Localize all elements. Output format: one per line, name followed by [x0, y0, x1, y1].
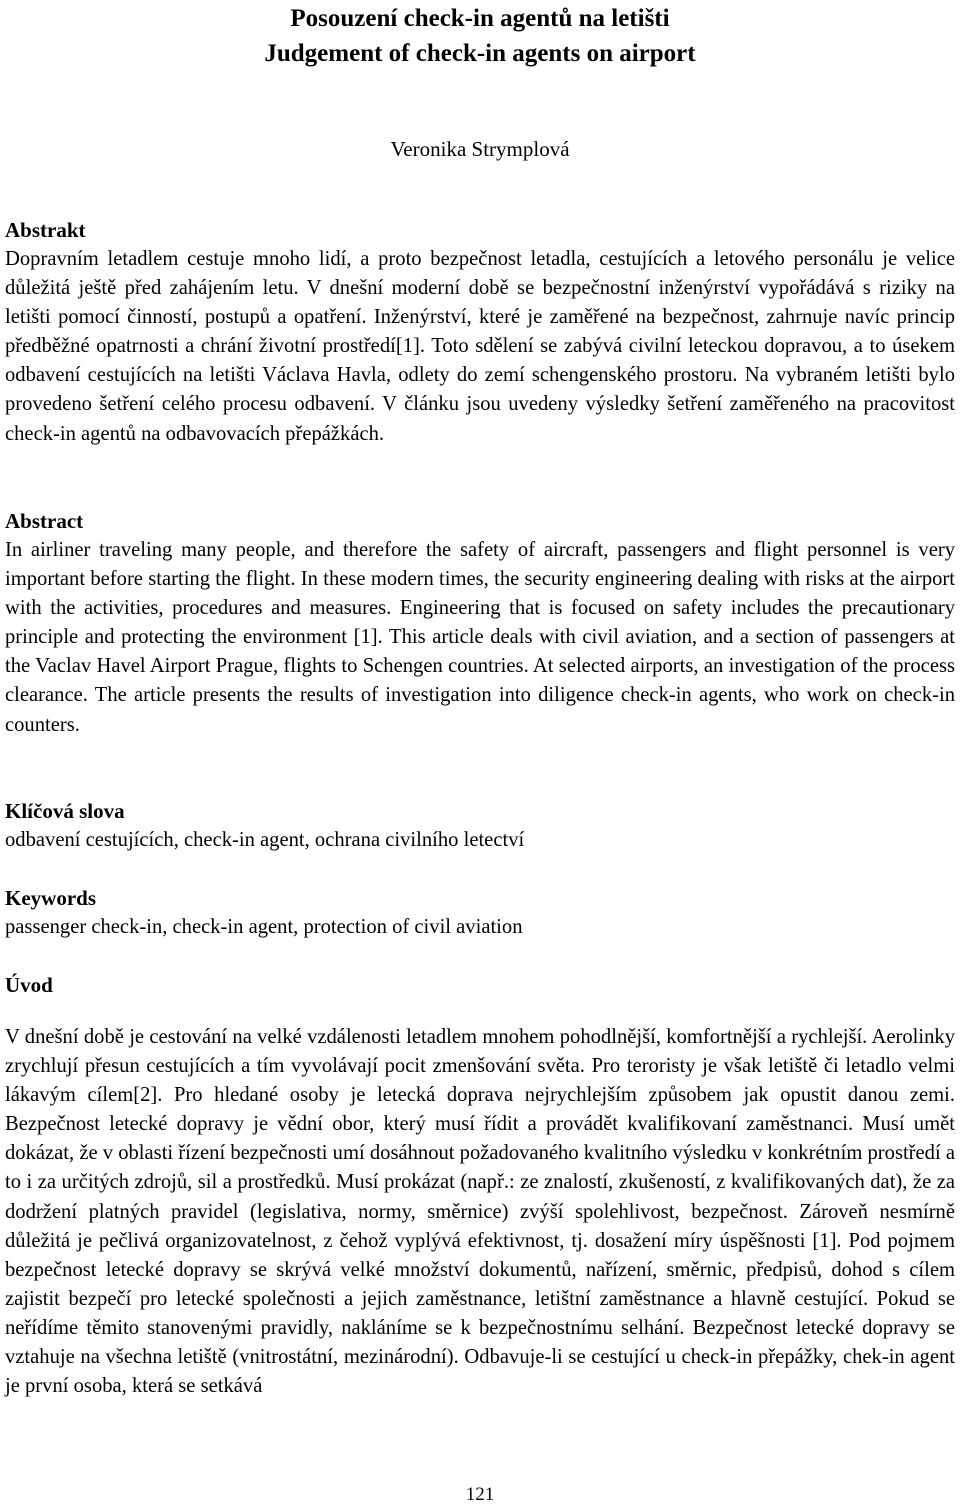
keywords-section — [5, 884, 955, 942]
page-number: 121 — [465, 1484, 495, 1505]
abstract-section — [5, 507, 955, 740]
abstract-text: In airliner traveling many people, and therefore the safety of aircraft, passengers and flight personnel is very important before starting the flight. In these modern times, the security engineering dealing with risks at the airport with the activities, procedures and measures. Engineering that is focused on safety includes the precautionary principle and protecting the environment [1]. This article deals with civil aviation, and a section of passengers at the Vaclav Havel Airport Prague, flights to Schengen countries. At selected airports, an investigation of the process clearance. The article presents the results of investigation into diligence check-in agents, who work on check-in counters. — [5, 539, 955, 736]
title-english: Judgement of check-in agents on airport — [264, 40, 696, 67]
abstrakt-text: Dopravním letadlem cestuje mnoho lidí, a proto bezpečnost letadla, cestujících a letového personálu je velice důležitá ještě před zahájením letu. V dnešní moderní době se bezpečnostní inženýrství vypořádává s riziky na letišti pomocí činností, postupů a opatření. Inženýrství, které je zaměřené na bezpečnost, zahrnuje navíc princip předběžné opatrnosti a chrání životní prostředí[1]. Toto sdělení se zabývá civilní leteckou dopravou, a to úsekem odbavení cestujících na letišti Václava Havla, odlety do zemí schengenského prostoru. Na vybraném letišti bylo provedeno šetření celého procesu odbavení. V článku jsou uvedeny výsledky šetření zaměřeného na pracovitost check-in agentů na odbavovacích přepážkách. — [5, 248, 955, 445]
keywords-heading: Keywords — [5, 886, 96, 910]
abstrakt-heading: Abstrakt — [5, 218, 86, 242]
title-czech: Posouzení check-in agentů na letišti — [290, 5, 670, 32]
uvod-text: V dnešní době je cestování na velké vzdálenosti letadlem mnohem pohodlnější, komfortnější a rychlejší. Aerolinky zrychlují přesun cestujících a tím vyvolávají pocit zmenšování světa. Pro teroristy je však letiště či letadlo velmi lákavým cílem[2]. Pro hledané osoby je letecká doprava nejrychlejším způsobem jak opustit danou zemi. Bezpečnost letecké dopravy je vědní obor, který musí řídit a provádět kvalifikovaní zaměstnanci. Musí umět dokázat, že v oblasti řízení bezpečnosti umí dosáhnout požadovaného kvalitního výsledku v konkrétním prostředí a to i za určitých zdrojů, sil a prostředků. Musí prokázat (např.: ze znalostí, zkušeností, z kvalifikovaných dat), že za dodržení platných pravidel (legislativa, normy, směrnice) zvýší spolehlivost, bezpečnost. Zároveň nesmírně důležitá je pečlivá organizovatelnost, z čehož vyplývá efektivnost, tj. dosažení míry úspěšnosti [1]. Pod pojmem bezpečnost letecké dopravy se skrývá velké množství dokumentů, nařízení, směrnic, předpisů, dohod s cílem zajistit bezpečí pro letecké společnosti a jejich zaměstnance, letištní zaměstnance a hlavně cestující. Pokud se neřídíme těmito stanovenými pravidly, nakláníme se k bezpečnostnímu selhání. Bezpečnost letecké dopravy se vztahuje na všechna letiště (vnitrostátní, mezinárodní). Odbavuje-li se cestující u check-in přepážky, chek-in agent je první osoba, která se setkává — [5, 1026, 955, 1398]
uvod-body — [5, 1023, 955, 1401]
abstrakt-section — [5, 216, 955, 449]
keywords-text: passenger check-in, check-in agent, protection of civil aviation — [5, 916, 523, 938]
abstract-heading: Abstract — [5, 509, 84, 533]
klicova-slova-heading: Klíčová slova — [5, 799, 125, 823]
uvod-section — [5, 971, 955, 1000]
klicova-slova-text: odbavení cestujících, check-in agent, ochrana civilního letectví — [5, 829, 525, 851]
klicova-slova-section — [5, 797, 955, 855]
author: Veronika Strymplová — [390, 137, 570, 161]
uvod-heading: Úvod — [5, 973, 53, 997]
